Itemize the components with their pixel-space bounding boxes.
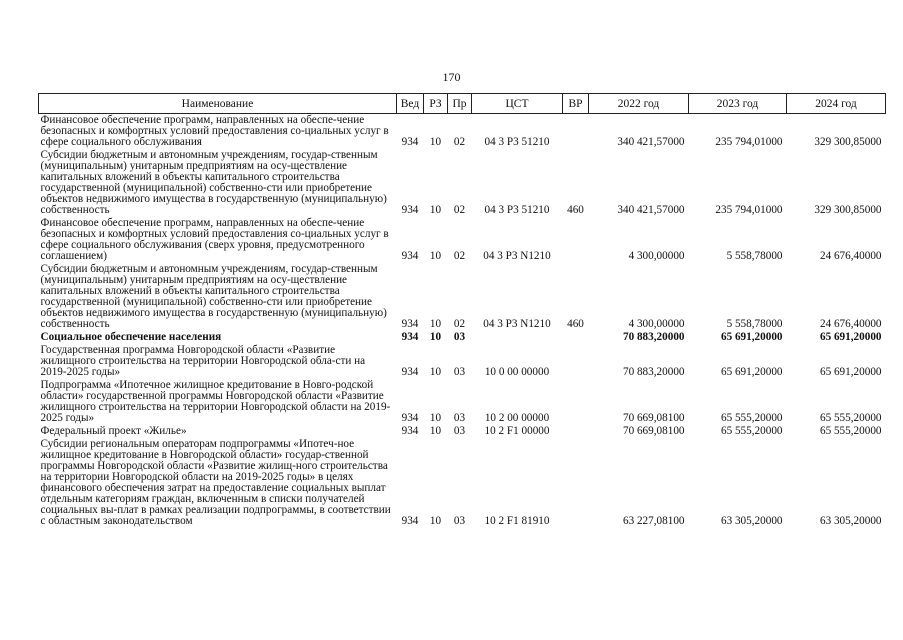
cell-cst: 04 3 P3 N1210 xyxy=(483,250,551,262)
cell-cst xyxy=(472,331,563,344)
cell-name: Социальное обеспечение населения xyxy=(40,331,222,343)
cell-2023: 65 555,20000 xyxy=(720,425,783,437)
cell-2024: 65 555,20000 xyxy=(819,425,882,437)
cell-ved: 934 xyxy=(401,515,419,527)
cell-name: Субсидии бюджетным и автономным учреждениям, государ-ственным (муниципальным) унитарным предприятиям на осу-ществление капитальных вложений в объекты капитального строительства государственной (муниципальной) собственно-сти или приобретение объектов недвижимого имущества в государственную (муниципальную) собственность xyxy=(40,263,387,330)
cell-2024: 63 305,20000 xyxy=(819,515,882,527)
cell-2022: 340 421,57000 xyxy=(617,136,685,148)
cell-ved: 934 xyxy=(401,136,419,148)
cell-rz: 10 xyxy=(429,331,442,343)
header-2022: 2022 год xyxy=(589,94,689,114)
cell-2023: 65 555,20000 xyxy=(720,412,783,424)
cell-2023: 63 305,20000 xyxy=(720,515,783,527)
table-body xyxy=(39,114,886,529)
header-rz: РЗ xyxy=(424,94,448,114)
cell-name: Финансовое обеспечение программ, направленных на обеспе-чение безопасных и комфортных условий предоставления со-циальных услуг в сфере социального обслуживания (сверх уровня, предусмотренного соглашением) xyxy=(40,217,389,262)
cell-rz: 10 xyxy=(429,318,442,330)
cell-vr xyxy=(563,438,589,528)
cell-cst: 10 0 00 00000 xyxy=(484,366,550,378)
cell-cst: 04 3 P3 N1210 xyxy=(483,318,551,330)
table-row xyxy=(39,331,886,344)
table-header-row xyxy=(39,94,886,114)
table-row xyxy=(39,114,886,150)
cell-rz: 10 xyxy=(429,136,442,148)
cell-vr xyxy=(563,114,589,150)
cell-rz: 10 xyxy=(429,412,442,424)
cell-2022: 4 300,00000 xyxy=(628,250,685,262)
cell-vr: 460 xyxy=(567,204,584,216)
cell-pr: 02 xyxy=(453,204,466,216)
cell-2024: 65 555,20000 xyxy=(819,412,882,424)
cell-name: Субсидии региональным операторам подпрограммы «Ипотеч-ное жилищное кредитование в Новгородской области» государ-ственной программы Новгородской области «Развитие жилищ-ного строительства на территории Новгородской области на 2019-2025 годы» в целях финансового обеспечения затрат на предоставление социальных выплат отдельным категориям граждан, включенным в списки получателей социальных вы-плат в рамках реализации подпрограммы, в соответствии с областным законодательством xyxy=(40,438,391,527)
cell-ved: 934 xyxy=(401,318,419,330)
cell-cst: 04 3 P3 51210 xyxy=(484,136,550,148)
cell-rz: 10 xyxy=(429,515,442,527)
cell-2023: 65 691,20000 xyxy=(720,331,783,343)
table-row xyxy=(39,425,886,438)
cell-pr: 03 xyxy=(453,515,466,527)
cell-pr: 03 xyxy=(453,331,466,343)
page-number: 170 xyxy=(442,70,461,84)
cell-cst: 10 2 F1 81910 xyxy=(484,515,550,527)
cell-2023: 65 691,20000 xyxy=(720,366,783,378)
cell-vr xyxy=(563,331,589,344)
header-2023: 2023 год xyxy=(689,94,787,114)
cell-2022: 70 669,08100 xyxy=(622,412,685,424)
cell-2022: 70 883,20000 xyxy=(622,331,685,343)
cell-2022: 70 669,08100 xyxy=(622,425,685,437)
cell-2024: 65 691,20000 xyxy=(819,366,882,378)
cell-2022: 4 300,00000 xyxy=(628,318,685,330)
cell-name: Подпрограмма «Ипотечное жилищное кредитование в Новго-родской области» государственной программы Новгородской области «Развитие жилищного строительства на территории Новгородской области на 2019-2025 годы» xyxy=(40,379,391,424)
cell-2022: 340 421,57000 xyxy=(617,204,685,216)
cell-vr: 460 xyxy=(567,318,584,330)
cell-2022: 63 227,08100 xyxy=(622,515,685,527)
budget-table xyxy=(38,93,886,528)
cell-2022: 70 883,20000 xyxy=(622,366,685,378)
header-pr: Пр xyxy=(448,94,472,114)
table-row xyxy=(39,217,886,263)
cell-2024: 24 676,40000 xyxy=(819,318,882,330)
cell-vr xyxy=(563,217,589,263)
cell-pr: 03 xyxy=(453,366,466,378)
cell-pr: 02 xyxy=(453,318,466,330)
cell-rz: 10 xyxy=(429,250,442,262)
cell-cst: 10 2 F1 00000 xyxy=(484,425,550,437)
cell-name: Федеральный проект «Жилье» xyxy=(40,425,187,437)
table-row xyxy=(39,344,886,379)
cell-2024: 65 691,20000 xyxy=(819,331,882,343)
cell-2024: 329 300,85000 xyxy=(814,136,882,148)
table-row xyxy=(39,263,886,331)
cell-pr: 02 xyxy=(453,136,466,148)
cell-pr: 03 xyxy=(453,412,466,424)
cell-2023: 235 794,01000 xyxy=(715,204,783,216)
cell-cst: 04 3 P3 51210 xyxy=(484,204,550,216)
table-row xyxy=(39,149,886,217)
header-name: Наименование xyxy=(39,94,397,114)
cell-pr: 02 xyxy=(453,250,466,262)
cell-2024: 24 676,40000 xyxy=(819,250,882,262)
cell-2023: 5 558,78000 xyxy=(726,318,783,330)
cell-rz: 10 xyxy=(429,425,442,437)
header-ved: Вед xyxy=(397,94,424,114)
header-2024: 2024 год xyxy=(787,94,886,114)
cell-vr xyxy=(563,344,589,379)
cell-2023: 5 558,78000 xyxy=(726,250,783,262)
header-cst: ЦСТ xyxy=(472,94,563,114)
cell-ved: 934 xyxy=(401,250,419,262)
cell-name: Субсидии бюджетным и автономным учреждениям, государ-ственным (муниципальным) унитарным предприятиям на осу-ществление капитальных вложений в объекты капитального строительства государственной (муниципальной) собственно-сти или приобретение объектов недвижимого имущества в государственную (муниципальную) собственность xyxy=(40,149,387,216)
cell-ved: 934 xyxy=(401,366,419,378)
cell-ved: 934 xyxy=(401,425,419,437)
cell-cst: 10 2 00 00000 xyxy=(484,412,550,424)
table-row xyxy=(39,438,886,528)
table-row xyxy=(39,379,886,425)
cell-vr xyxy=(563,425,589,438)
cell-ved: 934 xyxy=(401,331,419,343)
cell-2023: 235 794,01000 xyxy=(715,136,783,148)
cell-rz: 10 xyxy=(429,366,442,378)
header-vr: ВР xyxy=(563,94,589,114)
cell-ved: 934 xyxy=(401,412,419,424)
cell-2024: 329 300,85000 xyxy=(814,204,882,216)
cell-name: Финансовое обеспечение программ, направленных на обеспе-чение безопасных и комфортных условий предоставления со-циальных услуг в сфере социального обслуживания xyxy=(40,114,389,148)
cell-name: Государственная программа Новгородской области «Развитие жилищного строительства на территории Новгородской обла-сти на 2019-2025 годы» xyxy=(40,344,366,378)
cell-rz: 10 xyxy=(429,204,442,216)
cell-ved: 934 xyxy=(401,204,419,216)
cell-pr: 03 xyxy=(453,425,466,437)
cell-vr xyxy=(563,379,589,425)
